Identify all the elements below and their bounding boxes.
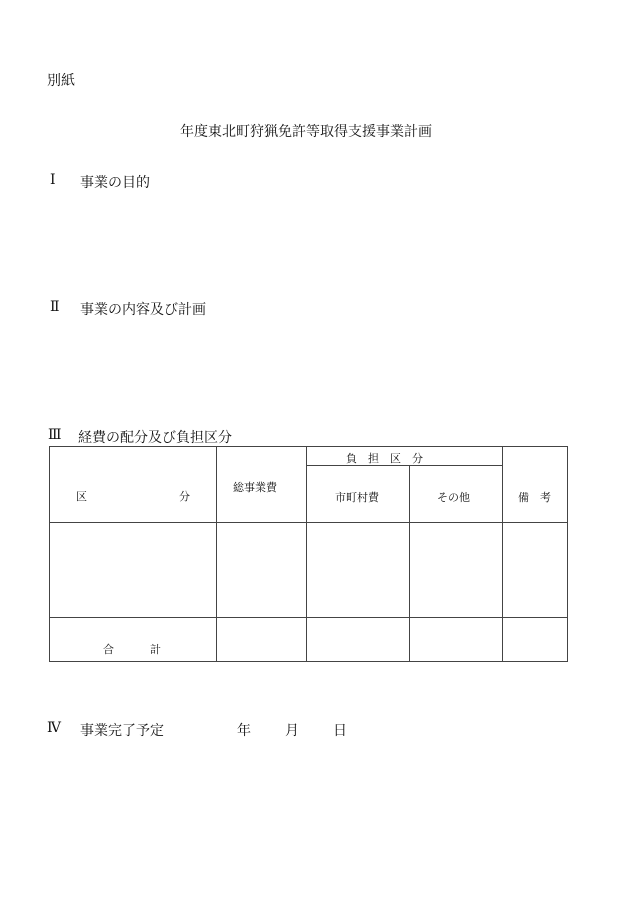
section-1-number: Ⅰ	[50, 172, 56, 188]
section-2-heading: 事業の内容及び計画	[80, 302, 206, 318]
table-rule	[49, 522, 568, 523]
completion-year: 年	[237, 723, 251, 739]
section-2-number: Ⅱ	[50, 299, 60, 315]
table-rule	[306, 446, 307, 662]
table-rule	[502, 446, 503, 662]
completion-day: 日	[333, 723, 347, 739]
section-4-heading: 事業完了予定	[80, 723, 164, 739]
document-title: 年度東北町狩猟免許等取得支援事業計画	[180, 124, 432, 140]
table-rule	[409, 465, 410, 662]
total-label-b: 計	[150, 643, 161, 656]
header-notes: 備 考	[518, 491, 551, 504]
table-rule	[216, 446, 217, 662]
header-category-b: 分	[179, 490, 190, 503]
header-burden: 負 担 区 分	[346, 452, 423, 465]
section-4-number: Ⅳ	[47, 720, 61, 736]
header-category-a: 区	[76, 490, 87, 503]
section-3-number: Ⅲ	[48, 427, 62, 443]
table-rule	[49, 446, 568, 447]
header-other: その他	[437, 491, 470, 504]
header-municipal: 市町村費	[335, 491, 379, 504]
attachment-label: 別紙	[47, 73, 75, 89]
table-rule	[49, 617, 568, 618]
table-rule	[49, 446, 50, 662]
total-label-a: 合	[103, 643, 114, 656]
header-total-cost: 総事業費	[233, 481, 277, 494]
table-rule	[567, 446, 568, 662]
completion-month: 月	[285, 723, 299, 739]
section-1-heading: 事業の目的	[80, 175, 150, 191]
section-3-heading: 経費の配分及び負担区分	[78, 430, 232, 446]
table-rule	[49, 661, 568, 662]
